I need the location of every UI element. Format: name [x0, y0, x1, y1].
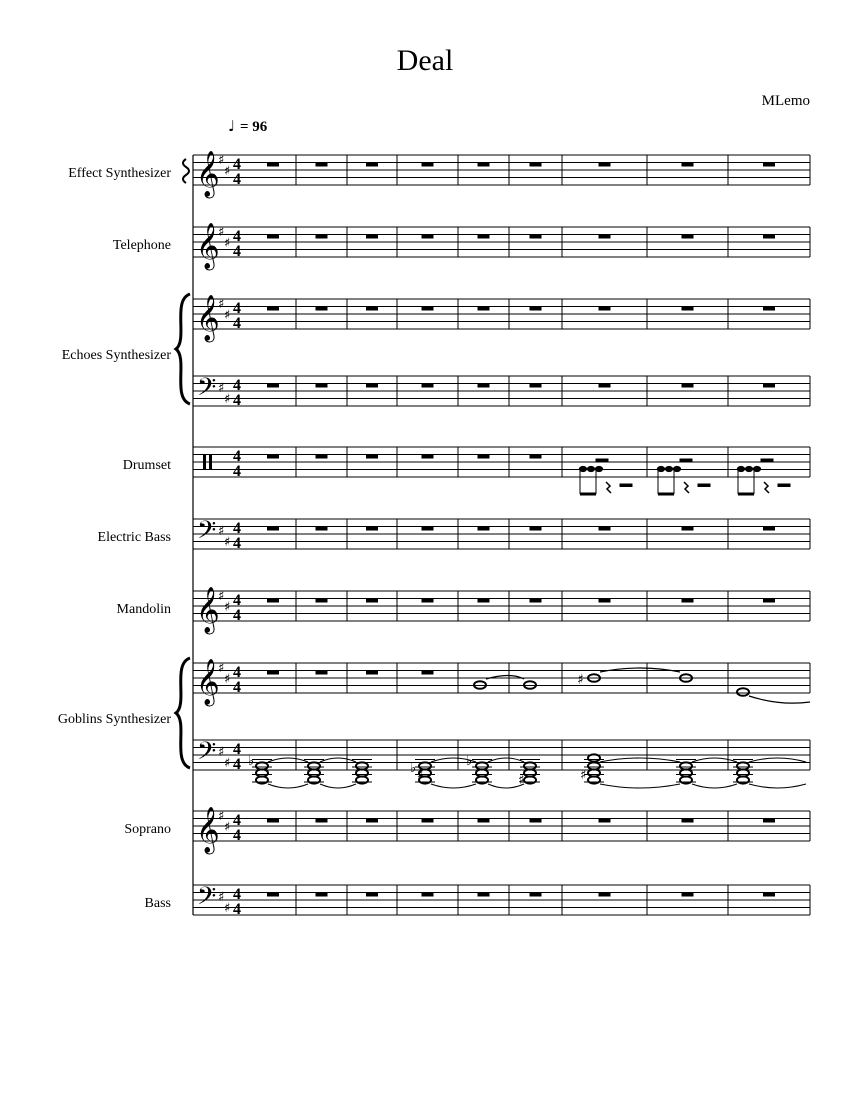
whole-rest	[530, 893, 542, 897]
whole-rest	[682, 307, 694, 311]
svg-text:♯: ♯	[218, 809, 225, 824]
time-signature-bottom: 4	[233, 901, 241, 918]
whole-rest	[530, 235, 542, 239]
whole-rest	[316, 307, 328, 311]
accidental-icon: ♭	[410, 761, 417, 776]
whole-rest	[422, 455, 434, 459]
label-bass: Bass	[144, 896, 171, 911]
key-signature-sharps-icon	[218, 589, 230, 615]
brace-icon-goblins	[176, 658, 190, 768]
whole-rest	[366, 599, 378, 603]
accidental-icon: ♯	[417, 768, 424, 783]
whole-rest	[530, 384, 542, 388]
chord	[584, 754, 680, 788]
staff-goblins-treble	[193, 659, 810, 707]
key-signature-sharps-icon	[218, 381, 230, 407]
whole-rest	[316, 235, 328, 239]
key-signature-sharps-icon	[218, 297, 230, 323]
staff-echoes-bass	[193, 373, 810, 409]
goblins-bass-chords	[248, 754, 806, 788]
whole-rest	[267, 599, 279, 603]
staff-effect-synthesizer	[193, 151, 810, 199]
staff-drumset	[193, 447, 810, 480]
bass-clef-icon: 𝄢	[197, 516, 217, 551]
whole-rest	[530, 307, 542, 311]
whole-rest	[478, 384, 490, 388]
whole-rest	[682, 163, 694, 167]
whole-rest	[366, 235, 378, 239]
whole-rest	[682, 599, 694, 603]
staff-echoes-treble	[193, 295, 810, 343]
svg-text:♯: ♯	[224, 600, 231, 615]
whole-rest	[267, 527, 279, 531]
staff-telephone	[193, 223, 810, 271]
whole-rest	[267, 384, 279, 388]
time-signature-bottom: 4	[233, 171, 241, 188]
whole-rest	[366, 455, 378, 459]
key-signature-sharps-icon	[218, 153, 230, 179]
label-goblins-synthesizer: Goblins Synthesizer	[57, 712, 171, 727]
whole-rest	[366, 819, 378, 823]
whole-rest	[478, 893, 490, 897]
chord	[352, 760, 372, 784]
bass-clef-icon: 𝄢	[197, 882, 217, 917]
time-signature-bottom: 4	[233, 315, 241, 332]
whole-rest	[599, 819, 611, 823]
time-signature-top: 4	[233, 886, 241, 903]
time-signature-bottom: 4	[233, 535, 241, 552]
staves-group	[193, 151, 810, 918]
treble-clef-icon: 𝄞	[196, 587, 220, 633]
tempo-marking: = 96	[240, 119, 268, 135]
whole-rest	[422, 307, 434, 311]
time-signature-bottom: 4	[233, 827, 241, 844]
svg-text:♯: ♯	[224, 535, 231, 550]
label-echoes-synthesizer: Echoes Synthesizer	[61, 348, 171, 363]
whole-rest	[422, 527, 434, 531]
whole-rest	[366, 893, 378, 897]
whole-rest	[478, 455, 490, 459]
time-signature-bottom: 4	[233, 607, 241, 624]
whole-rest	[530, 819, 542, 823]
time-signature-bottom: 4	[233, 392, 241, 409]
treble-clef-icon: 𝄞	[196, 659, 220, 705]
time-signature-top: 4	[233, 156, 241, 173]
whole-rest	[682, 235, 694, 239]
whole-rest	[267, 307, 279, 311]
whole-rest	[366, 307, 378, 311]
staff-soprano	[193, 807, 810, 855]
whole-rest	[478, 527, 490, 531]
whole-rest	[316, 384, 328, 388]
key-signature-sharps-icon	[218, 809, 230, 835]
whole-rest	[366, 384, 378, 388]
whole-rest	[682, 819, 694, 823]
whole-rest	[422, 893, 434, 897]
whole-rest	[530, 163, 542, 167]
whole-rest	[599, 235, 611, 239]
accidental-icon: ♭	[466, 754, 473, 769]
svg-text:♯: ♯	[218, 890, 225, 905]
drum-measure-8	[657, 459, 710, 494]
whole-rest	[267, 235, 279, 239]
drum-measure-7	[579, 459, 632, 494]
time-signature-top: 4	[233, 448, 241, 465]
svg-text:♯: ♯	[218, 225, 225, 240]
whole-rest	[422, 384, 434, 388]
staff-goblins-bass	[193, 737, 810, 773]
time-signature-top: 4	[233, 300, 241, 317]
whole-rest	[422, 235, 434, 239]
svg-text:♯: ♯	[224, 901, 231, 916]
svg-text:♯: ♯	[224, 392, 231, 407]
svg-text:♯: ♯	[224, 236, 231, 251]
staff-bass	[193, 882, 810, 918]
accidental-icon: ♯	[580, 768, 587, 783]
time-signature-bottom: 4	[233, 243, 241, 260]
svg-text:♯: ♯	[224, 756, 231, 771]
time-signature-top: 4	[233, 520, 241, 537]
whole-rest	[478, 235, 490, 239]
label-soprano: Soprano	[124, 822, 171, 837]
label-telephone: Telephone	[112, 238, 171, 253]
whole-rest	[316, 893, 328, 897]
treble-clef-icon: 𝄞	[196, 295, 220, 341]
whole-rest	[599, 893, 611, 897]
key-signature-sharps-icon	[218, 890, 230, 916]
drum-measure-9	[737, 459, 790, 494]
composer-name: MLemo	[761, 93, 810, 109]
svg-text:♯: ♯	[218, 381, 225, 396]
label-drumset: Drumset	[122, 458, 171, 473]
key-signature-sharps-icon	[218, 745, 230, 771]
whole-rest	[316, 163, 328, 167]
whole-rest	[599, 384, 611, 388]
whole-rest	[763, 235, 775, 239]
whole-rest	[478, 307, 490, 311]
svg-text:♯: ♯	[224, 820, 231, 835]
treble-clef-icon: 𝄞	[196, 223, 220, 269]
whole-rest	[267, 455, 279, 459]
whole-rest	[316, 527, 328, 531]
whole-rest	[682, 527, 694, 531]
label-electric-bass: Electric Bass	[97, 530, 171, 545]
time-signature-top: 4	[233, 741, 241, 758]
whole-rest	[366, 671, 378, 675]
bass-clef-icon: 𝄢	[197, 737, 217, 772]
tempo-note-icon: ♩	[228, 117, 236, 135]
whole-rest	[763, 893, 775, 897]
time-signature-bottom: 4	[233, 756, 241, 773]
svg-text:♯: ♯	[218, 297, 225, 312]
svg-text:♯: ♯	[224, 308, 231, 323]
whole-rest	[599, 527, 611, 531]
label-effect-synthesizer: Effect Synthesizer	[68, 166, 171, 181]
whole-rest	[599, 599, 611, 603]
time-signature-top: 4	[233, 377, 241, 394]
whole-rest	[763, 163, 775, 167]
accidental-icon: ♭	[248, 754, 255, 769]
whole-rest	[422, 163, 434, 167]
whole-rest	[763, 819, 775, 823]
whole-rest	[763, 384, 775, 388]
whole-rest	[267, 893, 279, 897]
whole-rest	[478, 599, 490, 603]
key-signature-sharps-icon	[218, 225, 230, 251]
whole-rest	[530, 455, 542, 459]
svg-text:♯: ♯	[218, 661, 225, 676]
accidental-icon: ♯	[518, 773, 525, 788]
time-signature-top: 4	[233, 228, 241, 245]
staff-electric-bass	[193, 516, 810, 552]
score-title: Deal	[396, 44, 454, 77]
whole-rest	[599, 163, 611, 167]
time-signature-top: 4	[233, 664, 241, 681]
squiggle-bracket-icon	[183, 159, 189, 183]
whole-rest	[422, 599, 434, 603]
time-signature-bottom: 4	[233, 679, 241, 696]
time-signature-top: 4	[233, 592, 241, 609]
whole-rest	[530, 599, 542, 603]
bass-clef-icon: 𝄢	[197, 373, 217, 408]
whole-rest	[267, 671, 279, 675]
whole-rest	[316, 599, 328, 603]
time-signature-top: 4	[233, 812, 241, 829]
key-signature-sharps-icon	[218, 524, 230, 550]
whole-rest	[422, 671, 434, 675]
whole-rest	[316, 671, 328, 675]
whole-rest	[366, 527, 378, 531]
time-signature-bottom: 4	[233, 463, 241, 480]
svg-text:♯: ♯	[218, 745, 225, 760]
whole-rest	[682, 893, 694, 897]
whole-rest	[478, 163, 490, 167]
whole-rest	[366, 163, 378, 167]
svg-text:♯: ♯	[577, 672, 584, 688]
svg-text:♯: ♯	[218, 524, 225, 539]
drum-notes	[579, 459, 790, 494]
key-signature-sharps-icon	[218, 661, 230, 687]
svg-text:♯: ♯	[224, 164, 231, 179]
treble-clef-icon: 𝄞	[196, 807, 220, 853]
whole-rest	[530, 527, 542, 531]
whole-rest	[316, 455, 328, 459]
svg-text:♯: ♯	[218, 589, 225, 604]
svg-text:♯: ♯	[224, 672, 231, 687]
whole-rest	[599, 307, 611, 311]
whole-rest	[763, 599, 775, 603]
svg-text:♯: ♯	[218, 153, 225, 168]
label-mandolin: Mandolin	[116, 602, 171, 617]
whole-rest	[763, 527, 775, 531]
whole-rest	[267, 819, 279, 823]
whole-rest	[763, 307, 775, 311]
whole-rest	[316, 819, 328, 823]
staff-mandolin	[193, 587, 810, 635]
whole-rest	[682, 384, 694, 388]
treble-clef-icon: 𝄞	[196, 151, 220, 197]
brace-icon-echoes	[176, 294, 190, 404]
whole-rest	[267, 163, 279, 167]
whole-rest	[422, 819, 434, 823]
whole-rest	[478, 819, 490, 823]
